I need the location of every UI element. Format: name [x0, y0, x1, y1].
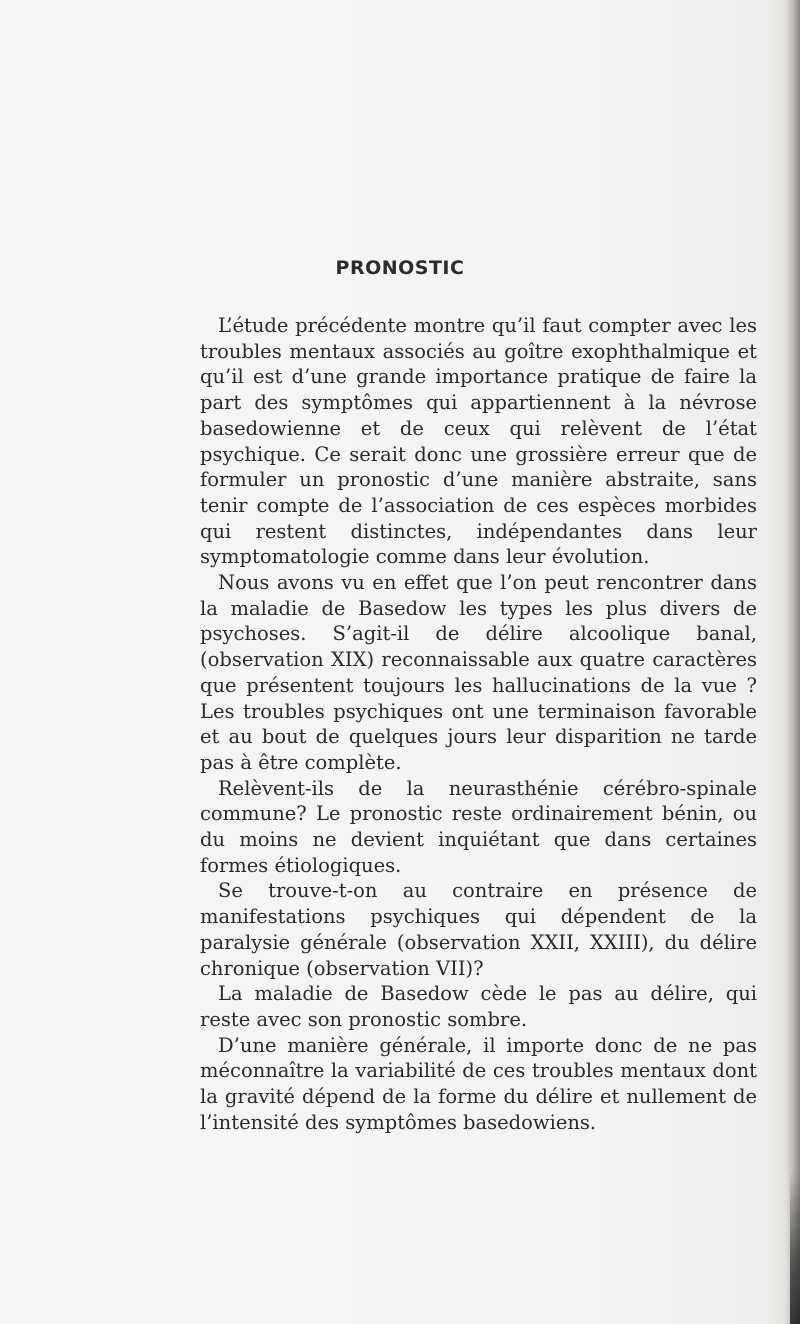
page-edge-shadow	[786, 0, 800, 1324]
paragraph: D’une manière générale, il importe donc de ne pas méconnaître la variabilité de ces troubles mentaux dont la gravité dépend de la forme du délire et nullement de l’intensité des symptômes basedowiens.	[200, 1033, 757, 1134]
page-edge-dark	[790, 1170, 800, 1324]
paragraph: L’étude précédente montre qu’il faut compter avec les troubles mentaux associés au goître exophthalmique et qu’il est d’une grande importance pratique de faire la part des symptômes qui appartiennent à la névrose basedowienne et de ceux qui relèvent de l’état psychique. Ce serait donc une grossière erreur que de formuler un pronostic d’une manière abstraite, sans tenir compte de l’association de ces espèces morbides qui restent distinctes, indépendantes dans leur symptomatologie comme dans leur évolution.	[200, 314, 757, 569]
body-text	[200, 313, 757, 1136]
paragraph: Nous avons vu en effet que l’on peut rencontrer dans la maladie de Basedow les types les plus divers de psychoses. S’agit-il de délire alcoolique banal, (observation XIX) reconnaissable aux quatre caractères que présentent toujours les hallucinations de la vue ? Les troubles psychiques ont une terminaison favorable et au bout de quelques jours leur disparition ne tarde pas à être complète.	[200, 571, 757, 774]
paragraph: Se trouve-t-on au contraire en présence de manifestations psychiques qui dépendent de la paralysie générale (observation XXII, XXIII), du délire chronique (observation VII)?	[200, 879, 757, 980]
paragraph: Relèvent-ils de la neurasthénie cérébro-spinale commune? Le pronostic reste ordinairement bénin, ou du moins ne devient inquiétant que dans certaines formes étiologiques.	[200, 776, 757, 877]
page-title: PRONOSTIC	[335, 257, 465, 279]
paragraph: La maladie de Basedow cède le pas au délire, qui reste avec son pronostic sombre.	[200, 982, 757, 1031]
